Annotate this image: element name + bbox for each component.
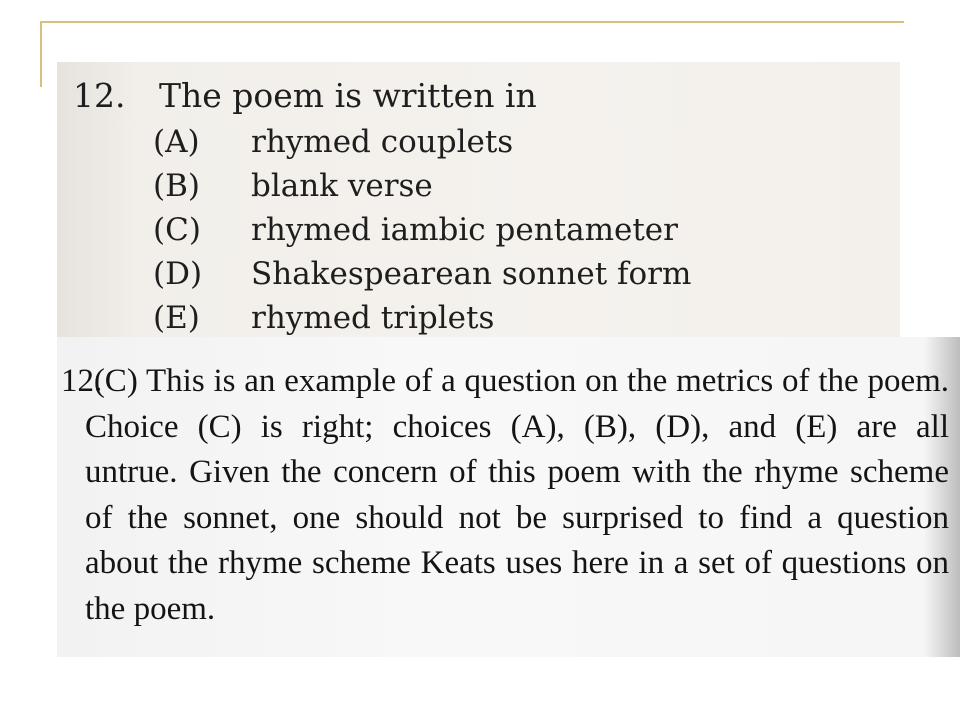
answer-options-list — [153, 120, 691, 340]
answer-line: the poem. — [85, 590, 216, 627]
option-e — [153, 296, 691, 340]
answer-explanation-scan — [57, 337, 960, 657]
question-heading — [73, 76, 537, 115]
option-letter: (D) — [153, 256, 203, 292]
answer-line — [61, 359, 949, 405]
answer-number: 12. — [61, 363, 103, 399]
slide-top-rule — [40, 21, 904, 23]
slide-left-rule — [40, 21, 42, 87]
option-a — [153, 120, 691, 164]
answer-line-text: (C) This is an example of a question on the metrics of the poem. — [93, 363, 949, 399]
option-text: rhymed iambic pentameter — [251, 212, 678, 248]
option-b — [153, 164, 691, 208]
option-d — [153, 252, 691, 296]
option-text: blank verse — [251, 168, 433, 204]
answer-line: Choice (C) is right; choices (A), (B), (D), and (E) are all — [85, 408, 949, 445]
answer-line: of the sonnet, one should not be surprised to find a question — [85, 499, 949, 536]
answer-line: untrue. Given the concern of this poem with the rhyme scheme — [85, 454, 949, 490]
question-number: 12. — [73, 76, 126, 115]
option-letter: (A) — [153, 124, 200, 160]
option-letter: (C) — [153, 212, 201, 248]
question-prompt: The poem is written in — [159, 76, 537, 115]
option-text: rhymed couplets — [251, 124, 514, 160]
option-letter: (E) — [153, 300, 200, 336]
option-letter: (B) — [153, 168, 200, 204]
answer-line: about the rhyme scheme Keats uses here in a set of questions on — [85, 545, 949, 581]
option-text: Shakespearean sonnet form — [251, 256, 692, 292]
option-c — [153, 208, 691, 252]
option-text: rhymed triplets — [251, 300, 495, 336]
answer-explanation — [61, 359, 949, 632]
question-scan-image — [57, 62, 900, 340]
